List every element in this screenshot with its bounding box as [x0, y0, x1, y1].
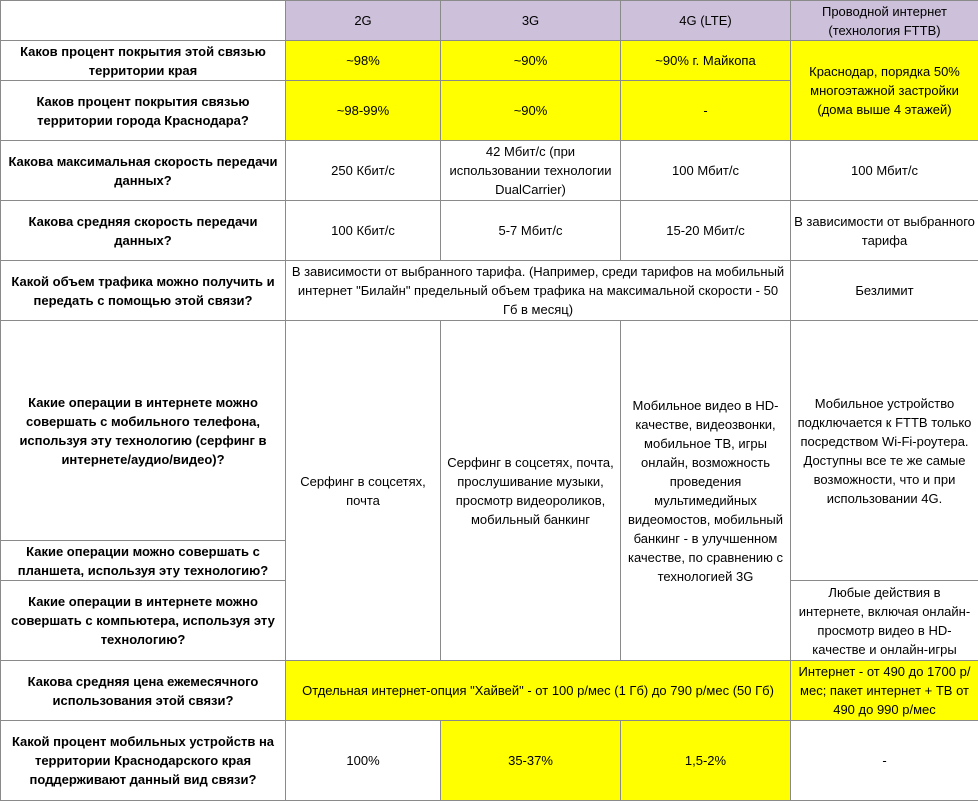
- cell-fttb-traffic: Безлимит: [791, 261, 978, 321]
- question-tablet-operations: Какие операции можно совершать с планшета, используя эту технологию?: [1, 541, 286, 581]
- cell-mobile-price: Отдельная интернет-опция "Хайвей" - от 100 р/мес (1 Гб) до 790 р/мес (50 Гб): [286, 661, 791, 721]
- question-max-speed: Какова максимальная скорость передачи данных?: [1, 141, 286, 201]
- cell-fttb-device-support: -: [791, 721, 978, 801]
- cell-4g-operations: Мобильное видео в HD-качестве, видеозвонки, мобильное ТВ, игры онлайн, возможность проведения мультимедийных видеомостов, мобильный банкинг - в улучшенном качестве, по сравнению с технологией 3G: [621, 321, 791, 661]
- table-row: [1, 321, 978, 541]
- header-2g: 2G: [286, 1, 441, 41]
- cell-3g-coverage-city: ~90%: [441, 81, 621, 141]
- cell-4g-avg-speed: 15-20 Мбит/с: [621, 201, 791, 261]
- question-coverage-city: Каков процент покрытия связью территории города Краснодара?: [1, 81, 286, 141]
- question-phone-operations: Какие операции в интернете можно совершать с мобильного телефона, используя эту технологию (серфинг в интернете/аудио/видео)?: [1, 321, 286, 541]
- question-avg-speed: Какова средняя скорость передачи данных?: [1, 201, 286, 261]
- cell-2g-avg-speed: 100 Кбит/с: [286, 201, 441, 261]
- cell-mobile-traffic: В зависимости от выбранного тарифа. (Например, среди тарифов на мобильный интернет "Билайн" предельный объем трафика на максимальной скорости - 50 Гб в месяц): [286, 261, 791, 321]
- header-corner-cell: [1, 1, 286, 41]
- cell-fttb-price: Интернет - от 490 до 1700 р/мес; пакет интернет + ТВ от 490 до 990 р/мес: [791, 661, 978, 721]
- header-row: [1, 1, 978, 41]
- cell-fttb-max-speed: 100 Мбит/с: [791, 141, 978, 201]
- cell-3g-operations: Серфинг в соцсетях, почта, прослушивание музыки, просмотр видеороликов, мобильный банкинг: [441, 321, 621, 661]
- cell-fttb-computer-operations: Любые действия в интернете, включая онлайн-просмотр видео в HD-качестве и онлайн-игры: [791, 581, 978, 661]
- question-price: Какова средняя цена ежемесячного использования этой связи?: [1, 661, 286, 721]
- cell-fttb-avg-speed: В зависимости от выбранного тарифа: [791, 201, 978, 261]
- cell-fttb-phone-tablet-operations: Мобильное устройство подключается к FTTB только посредством Wi-Fi-роутера. Доступны все те же самые возможности, что и при использовании 4G.: [791, 321, 978, 581]
- cell-2g-device-support: 100%: [286, 721, 441, 801]
- cell-3g-coverage-region: ~90%: [441, 41, 621, 81]
- cell-4g-max-speed: 100 Мбит/с: [621, 141, 791, 201]
- question-traffic: Какой объем трафика можно получить и передать с помощью этой связи?: [1, 261, 286, 321]
- cell-4g-coverage-city: -: [621, 81, 791, 141]
- cell-2g-coverage-city: ~98-99%: [286, 81, 441, 141]
- table-row: [1, 41, 978, 81]
- cell-3g-avg-speed: 5-7 Мбит/с: [441, 201, 621, 261]
- header-fttb: Проводной интернет (технология FTTB): [791, 1, 978, 41]
- cell-3g-max-speed: 42 Мбит/с (при использовании технологии DualCarrier): [441, 141, 621, 201]
- cell-4g-coverage-region: ~90% г. Майкопа: [621, 41, 791, 81]
- question-computer-operations: Какие операции в интернете можно совершать с компьютера, используя эту технологию?: [1, 581, 286, 661]
- cell-fttb-coverage: Краснодар, порядка 50% многоэтажной застройки (дома выше 4 этажей): [791, 41, 978, 141]
- cell-3g-device-support: 35-37%: [441, 721, 621, 801]
- cell-2g-coverage-region: ~98%: [286, 41, 441, 81]
- header-4g: 4G (LTE): [621, 1, 791, 41]
- table-row: [1, 201, 978, 261]
- header-3g: 3G: [441, 1, 621, 41]
- cell-2g-operations: Серфинг в соцсетях, почта: [286, 321, 441, 661]
- table-row: [1, 721, 978, 801]
- table-row: [1, 141, 978, 201]
- question-device-support: Какой процент мобильных устройств на территории Краснодарского края поддерживают данный вид связи?: [1, 721, 286, 801]
- cell-4g-device-support: 1,5-2%: [621, 721, 791, 801]
- cell-2g-max-speed: 250 Кбит/с: [286, 141, 441, 201]
- question-coverage-region: Каков процент покрытия этой связью территории края: [1, 41, 286, 81]
- table-row: [1, 661, 978, 721]
- table-row: [1, 261, 978, 321]
